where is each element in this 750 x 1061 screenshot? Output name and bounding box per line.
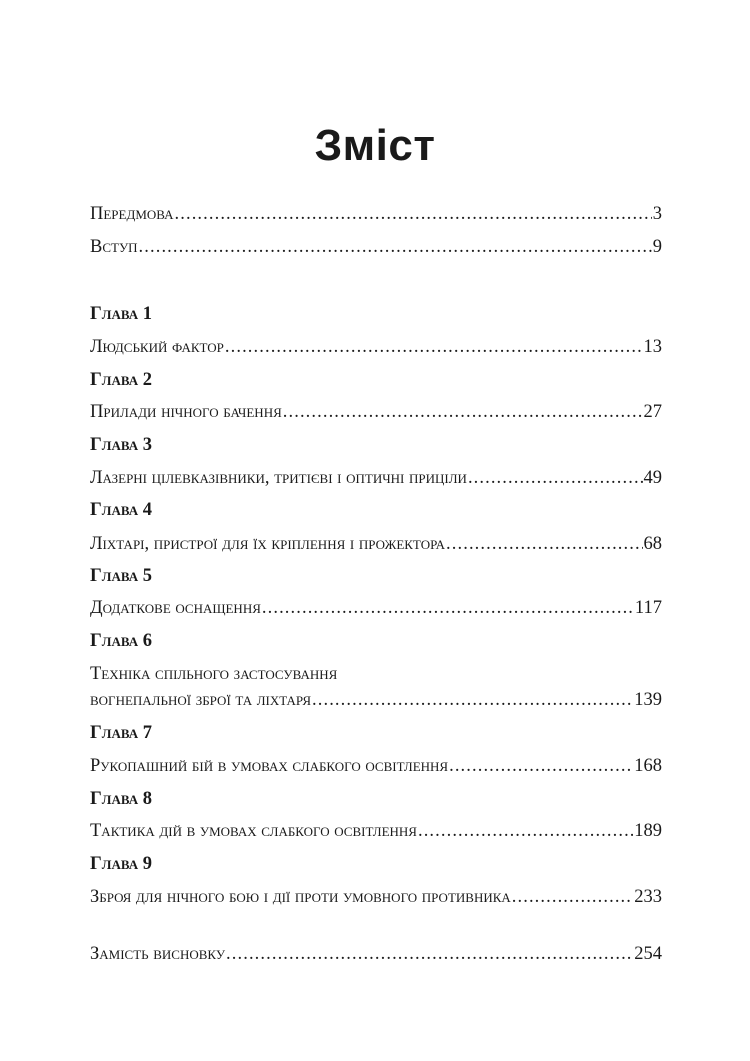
page-title: Зміст: [314, 121, 436, 170]
dot-leader: [446, 530, 642, 558]
dot-leader: [418, 817, 633, 845]
toc-entry-chapter-8[interactable]: [90, 817, 662, 845]
chapter-heading-7: Глава 7: [90, 723, 152, 743]
toc-entry-page: 13: [643, 337, 662, 357]
toc-entry-chapter-6[interactable]: [90, 686, 662, 714]
chapter-heading-9: Глава 9: [90, 854, 152, 874]
chapter-heading-8: Глава 8: [90, 789, 152, 809]
toc-entry-chapter-6-line1[interactable]: Техніка спільного застосування: [90, 664, 338, 684]
dot-leader: [512, 883, 633, 911]
dot-leader: [283, 398, 643, 426]
chapter-heading-4: Глава 4: [90, 500, 152, 520]
dot-leader: [262, 594, 634, 622]
toc-entry-title: Додаткове оснащення: [90, 598, 261, 618]
dot-leader: [226, 940, 633, 968]
toc-entry-chapter-5[interactable]: [90, 594, 662, 622]
dot-leader: [175, 200, 652, 228]
dot-leader: [468, 464, 643, 492]
toc-entry-foreword[interactable]: [90, 200, 662, 228]
dot-leader: [225, 333, 643, 361]
toc-entry-chapter-9[interactable]: [90, 883, 662, 911]
toc-entry-page: 27: [643, 402, 662, 422]
toc-entry-title: Прилади нічного бачення: [90, 402, 282, 422]
toc-entry-chapter-4[interactable]: [90, 530, 662, 558]
toc-entry-chapter-3[interactable]: [90, 464, 662, 492]
toc-entry-chapter-7[interactable]: [90, 752, 662, 780]
toc-entry-title: Людський фактор: [90, 337, 224, 357]
chapter-heading-2: Глава 2: [90, 370, 152, 390]
toc-entry-introduction[interactable]: [90, 233, 662, 261]
toc-entry-page: 189: [634, 821, 662, 841]
toc-entry-page: 9: [652, 237, 662, 257]
toc-entry-title: вогнепальної зброї та ліхтаря: [90, 690, 312, 710]
toc-entry-title: Рукопашний бій в умовах слабкого освітлення: [90, 756, 449, 776]
chapter-heading-5: Глава 5: [90, 566, 152, 586]
chapter-heading-1: Глава 1: [90, 304, 152, 324]
toc-entry-page: 168: [634, 756, 662, 776]
toc-entry-chapter-1[interactable]: [90, 333, 662, 361]
toc-entry-title: Зброя для нічного бою і дії проти умовного противника: [90, 887, 511, 907]
toc-entry-title: Замість висновку: [90, 944, 226, 964]
toc-entry-title: Вступ: [90, 237, 138, 257]
toc-entry-title: Тактика дій в умовах слабкого освітлення: [90, 821, 417, 841]
toc-entry-title: Ліхтарі, пристрої для їх кріплення і прожектора: [90, 534, 446, 554]
dot-leader: [139, 233, 652, 261]
dot-leader: [449, 752, 633, 780]
toc-entry-conclusion[interactable]: [90, 940, 662, 968]
toc-entry-chapter-2[interactable]: [90, 398, 662, 426]
chapter-heading-6: Глава 6: [90, 631, 152, 651]
toc-entry-title: Лазерні цілевказівники, тритієві і оптичні приціли: [90, 468, 467, 488]
toc-entry-page: 68: [643, 534, 662, 554]
toc-entry-page: 117: [634, 598, 662, 618]
toc-entry-page: 139: [634, 690, 662, 710]
chapter-heading-3: Глава 3: [90, 435, 152, 455]
toc-entry-page: 254: [634, 944, 662, 964]
toc-entry-page: 3: [652, 204, 662, 224]
toc-entry-page: 233: [634, 887, 662, 907]
dot-leader: [312, 686, 633, 714]
toc-entry-page: 49: [643, 468, 662, 488]
toc-entry-title: Передмова: [90, 204, 174, 224]
